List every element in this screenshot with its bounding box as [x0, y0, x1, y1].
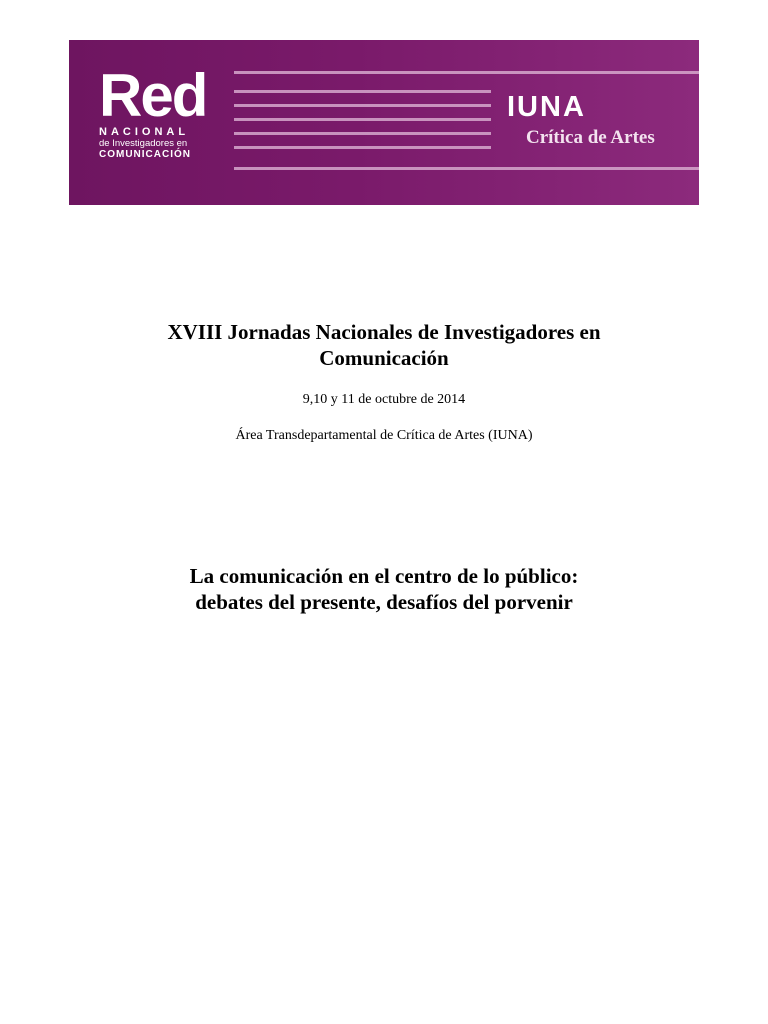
logo-investigadores: de Investigadores en: [99, 138, 188, 149]
document-title: [0, 319, 768, 371]
logo-nacional: NACIONAL: [99, 126, 190, 138]
red-nacional-logo: [99, 62, 239, 161]
title-line-1: XVIII Jornadas Nacionales de Investigadores en: [167, 320, 601, 344]
banner-stripe: [234, 146, 491, 149]
banner-stripe: [234, 118, 491, 121]
banner-stripe: [234, 132, 491, 135]
banner-stripe: [234, 104, 491, 107]
banner-stripe: [234, 167, 699, 170]
header-banner: [69, 40, 699, 205]
banner-stripe: [234, 90, 491, 93]
banner-stripe: [234, 71, 699, 74]
title-line-2: Comunicación: [319, 346, 449, 370]
iuna-logo: IUNA: [507, 91, 586, 123]
event-theme: [0, 563, 768, 615]
logo-red-word: Red: [99, 62, 207, 129]
iuna-logo-subtitle: Crítica de Artes: [526, 127, 655, 148]
theme-line-2: debates del presente, desafíos del porvenir: [195, 590, 573, 614]
event-area: Área Transdepartamental de Crítica de Artes (IUNA): [235, 428, 533, 443]
theme-line-1: La comunicación en el centro de lo público:: [189, 564, 579, 588]
event-dates: 9,10 y 11 de octubre de 2014: [302, 392, 466, 407]
logo-comunicacion: COMUNICACIÓN: [99, 149, 191, 160]
